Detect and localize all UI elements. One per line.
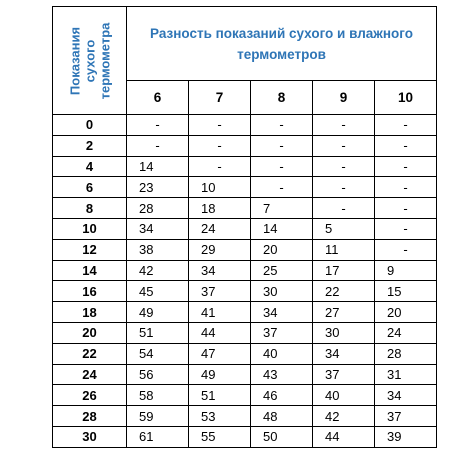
humidity-value-cell: 28 — [127, 198, 189, 219]
humidity-value-cell: - — [313, 115, 375, 136]
table-row — [53, 281, 437, 302]
humidity-table — [52, 6, 437, 448]
humidity-value-cell: 34 — [189, 260, 251, 281]
humidity-value-cell: - — [251, 177, 313, 198]
humidity-value-cell: - — [189, 156, 251, 177]
humidity-value-cell: 14 — [251, 218, 313, 239]
humidity-value-cell: - — [251, 156, 313, 177]
humidity-value-cell: 20 — [251, 239, 313, 260]
dry-thermometer-header-label: Показания сухого термометра — [67, 22, 112, 99]
humidity-value-cell: 47 — [189, 343, 251, 364]
humidity-value-cell: 43 — [251, 364, 313, 385]
humidity-value-cell: 23 — [127, 177, 189, 198]
humidity-value-cell: 56 — [127, 364, 189, 385]
humidity-value-cell: - — [375, 177, 437, 198]
dry-reading-cell: 24 — [53, 364, 127, 385]
humidity-value-cell: 51 — [127, 322, 189, 343]
humidity-value-cell: 37 — [375, 406, 437, 427]
humidity-value-cell: - — [375, 135, 437, 156]
humidity-value-cell: 45 — [127, 281, 189, 302]
table-row — [53, 426, 437, 447]
humidity-value-cell: 34 — [375, 385, 437, 406]
humidity-value-cell: 40 — [251, 343, 313, 364]
dry-reading-cell: 26 — [53, 385, 127, 406]
dry-reading-cell: 12 — [53, 239, 127, 260]
humidity-value-cell: 49 — [127, 302, 189, 323]
humidity-value-cell: 15 — [375, 281, 437, 302]
header-row-title — [53, 7, 437, 81]
humidity-value-cell: - — [127, 135, 189, 156]
humidity-value-cell: 27 — [313, 302, 375, 323]
dry-reading-cell: 18 — [53, 302, 127, 323]
humidity-value-cell: - — [313, 156, 375, 177]
humidity-value-cell: 34 — [251, 302, 313, 323]
humidity-value-cell: 22 — [313, 281, 375, 302]
humidity-value-cell: 38 — [127, 239, 189, 260]
table-row — [53, 135, 437, 156]
difference-column-header: 7 — [189, 81, 251, 115]
humidity-value-cell: - — [375, 115, 437, 136]
table-body — [53, 115, 437, 448]
table-row — [53, 198, 437, 219]
humidity-value-cell: 44 — [313, 426, 375, 447]
humidity-value-cell: 30 — [313, 322, 375, 343]
humidity-value-cell: 50 — [251, 426, 313, 447]
humidity-value-cell: 29 — [189, 239, 251, 260]
table-row — [53, 364, 437, 385]
humidity-value-cell: 11 — [313, 239, 375, 260]
humidity-value-cell: - — [375, 198, 437, 219]
humidity-value-cell: - — [375, 156, 437, 177]
humidity-value-cell: 53 — [189, 406, 251, 427]
dry-reading-cell: 6 — [53, 177, 127, 198]
table-row — [53, 406, 437, 427]
humidity-value-cell: 44 — [189, 322, 251, 343]
dry-reading-cell: 8 — [53, 198, 127, 219]
difference-column-header: 8 — [251, 81, 313, 115]
humidity-value-cell: - — [313, 177, 375, 198]
humidity-value-cell: 58 — [127, 385, 189, 406]
humidity-value-cell: 24 — [189, 218, 251, 239]
humidity-value-cell: 20 — [375, 302, 437, 323]
table-header — [53, 7, 437, 115]
humidity-value-cell: 37 — [251, 322, 313, 343]
humidity-value-cell: 61 — [127, 426, 189, 447]
difference-column-header: 9 — [313, 81, 375, 115]
humidity-value-cell: 37 — [313, 364, 375, 385]
humidity-value-cell: 51 — [189, 385, 251, 406]
humidity-value-cell: 30 — [251, 281, 313, 302]
humidity-value-cell: - — [313, 198, 375, 219]
dry-reading-cell: 14 — [53, 260, 127, 281]
humidity-value-cell: 7 — [251, 198, 313, 219]
humidity-value-cell: 25 — [251, 260, 313, 281]
humidity-value-cell: 40 — [313, 385, 375, 406]
table-row — [53, 322, 437, 343]
table-row — [53, 260, 437, 281]
humidity-value-cell: - — [375, 218, 437, 239]
dry-reading-cell: 30 — [53, 426, 127, 447]
humidity-value-cell: 9 — [375, 260, 437, 281]
dry-reading-cell: 20 — [53, 322, 127, 343]
humidity-value-cell: 31 — [375, 364, 437, 385]
humidity-value-cell: - — [127, 115, 189, 136]
humidity-value-cell: - — [251, 115, 313, 136]
humidity-value-cell: 59 — [127, 406, 189, 427]
table-row — [53, 115, 437, 136]
dry-thermometer-header — [53, 7, 127, 115]
humidity-value-cell: 17 — [313, 260, 375, 281]
table-row — [53, 239, 437, 260]
humidity-value-cell: 48 — [251, 406, 313, 427]
dry-reading-cell: 10 — [53, 218, 127, 239]
humidity-value-cell: 42 — [127, 260, 189, 281]
dry-reading-cell: 16 — [53, 281, 127, 302]
humidity-value-cell: 55 — [189, 426, 251, 447]
humidity-value-cell: 54 — [127, 343, 189, 364]
dry-reading-cell: 2 — [53, 135, 127, 156]
difference-column-header: 6 — [127, 81, 189, 115]
humidity-value-cell: 39 — [375, 426, 437, 447]
humidity-value-cell: - — [189, 135, 251, 156]
humidity-value-cell: 46 — [251, 385, 313, 406]
humidity-table-container — [52, 6, 437, 448]
dry-reading-cell: 22 — [53, 343, 127, 364]
humidity-value-cell: 10 — [189, 177, 251, 198]
table-row — [53, 343, 437, 364]
humidity-value-cell: - — [251, 135, 313, 156]
table-row — [53, 177, 437, 198]
humidity-value-cell: 5 — [313, 218, 375, 239]
humidity-value-cell: - — [313, 135, 375, 156]
humidity-value-cell: 41 — [189, 302, 251, 323]
difference-column-header: 10 — [375, 81, 437, 115]
table-row — [53, 218, 437, 239]
table-row — [53, 385, 437, 406]
table-row — [53, 156, 437, 177]
humidity-value-cell: - — [375, 239, 437, 260]
humidity-value-cell: 14 — [127, 156, 189, 177]
dry-reading-cell: 28 — [53, 406, 127, 427]
humidity-value-cell: 37 — [189, 281, 251, 302]
humidity-value-cell: 24 — [375, 322, 437, 343]
humidity-value-cell: 42 — [313, 406, 375, 427]
dry-reading-cell: 4 — [53, 156, 127, 177]
humidity-value-cell: 18 — [189, 198, 251, 219]
humidity-value-cell: 34 — [127, 218, 189, 239]
humidity-value-cell: 34 — [313, 343, 375, 364]
humidity-value-cell: 28 — [375, 343, 437, 364]
table-row — [53, 302, 437, 323]
difference-header: Разность показаний сухого и влажного термометров — [127, 7, 437, 81]
dry-reading-cell: 0 — [53, 115, 127, 136]
humidity-value-cell: - — [189, 115, 251, 136]
humidity-value-cell: 49 — [189, 364, 251, 385]
